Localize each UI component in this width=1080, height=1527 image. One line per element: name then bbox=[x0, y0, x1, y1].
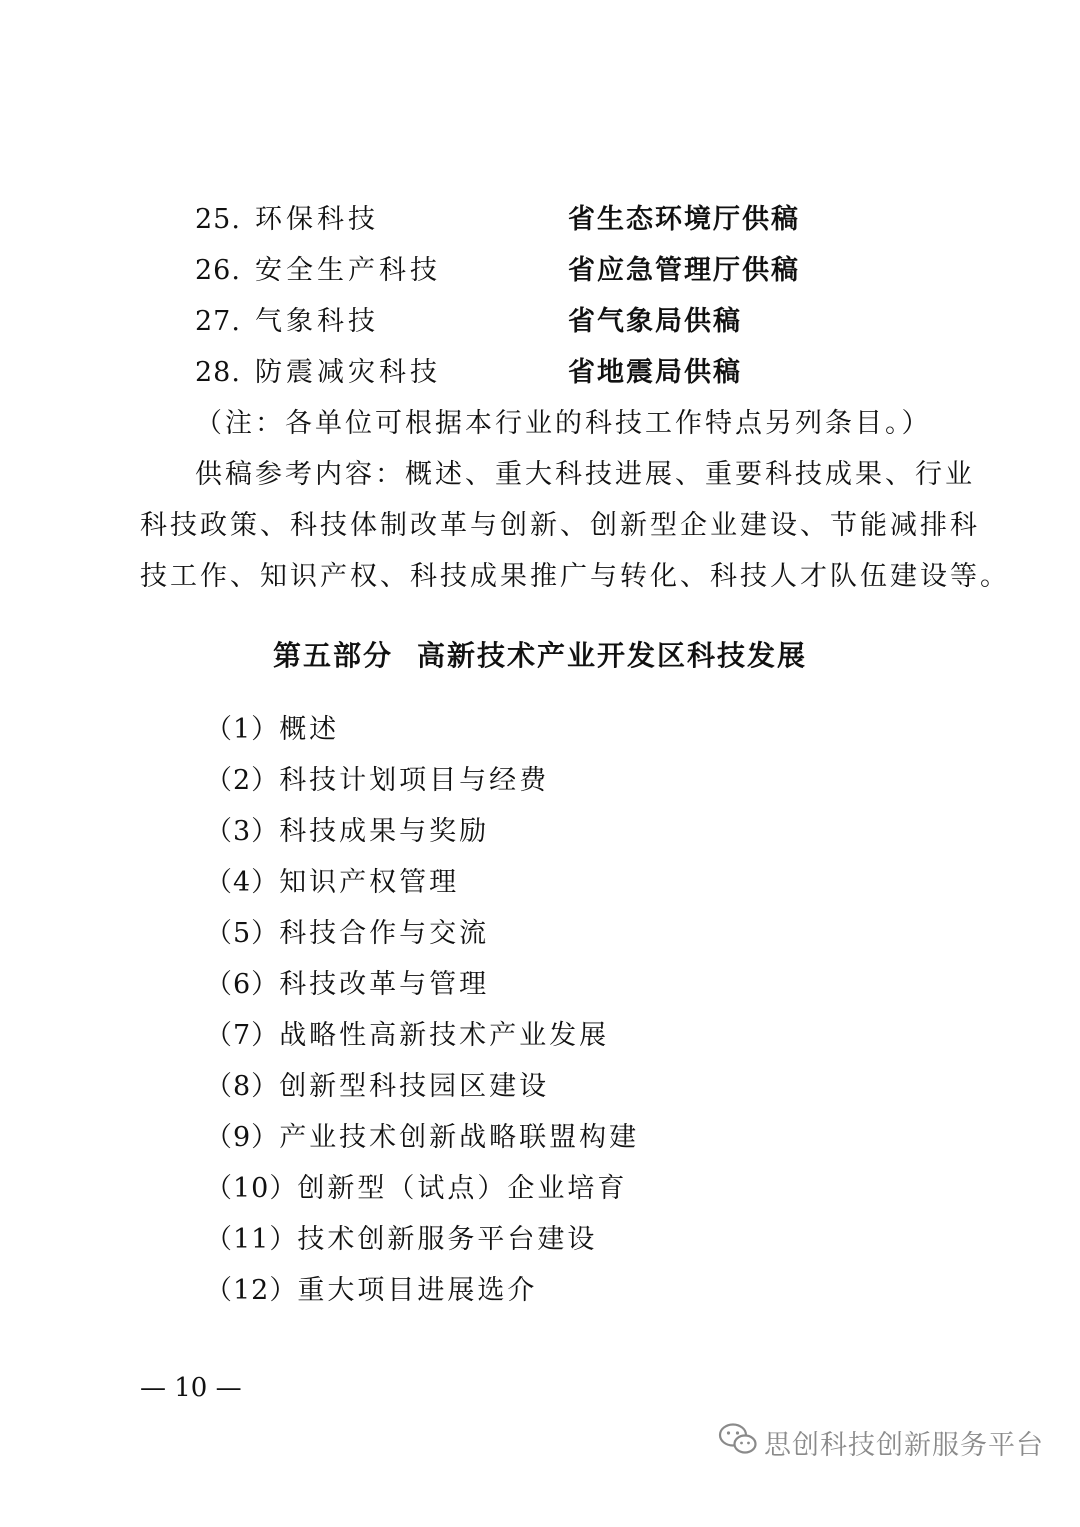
reference-line-1: 供稿参考内容：概述、重大科技进展、重要科技成果、行业 bbox=[195, 459, 975, 490]
item-number: （8） bbox=[205, 1071, 280, 1102]
item-text: 科技计划项目与经费 bbox=[279, 765, 550, 796]
item-number: （2） bbox=[205, 765, 280, 796]
list-item bbox=[205, 710, 339, 750]
list-item bbox=[205, 1067, 549, 1107]
item-text: 知识产权管理 bbox=[279, 867, 460, 898]
item-text: 技术创新服务平台建设 bbox=[297, 1224, 598, 1255]
item-number: 27. bbox=[195, 306, 241, 337]
item-text: 战略性高新技术产业发展 bbox=[279, 1020, 610, 1051]
reference-line-3: 技工作、知识产权、科技成果推广与转化、科技人才队伍建设等。 bbox=[140, 561, 1010, 592]
item-number: （1） bbox=[205, 714, 280, 745]
item-text: 科技改革与管理 bbox=[279, 969, 490, 1000]
list-item bbox=[205, 914, 489, 954]
list-item bbox=[205, 1271, 537, 1311]
list-item bbox=[205, 761, 549, 801]
item-number: （3） bbox=[205, 816, 280, 847]
list-item bbox=[205, 1016, 609, 1056]
item-number: （10） bbox=[205, 1173, 298, 1204]
item-text: 科技合作与交流 bbox=[279, 918, 490, 949]
reference-line-2: 科技政策、科技体制改革与创新、创新型企业建设、节能减排科 bbox=[140, 510, 980, 541]
list-item bbox=[205, 863, 459, 903]
note-text: （注：各单位可根据本行业的科技工作特点另列条目。） bbox=[195, 408, 932, 439]
watermark-text: 思创科技创新服务平台 bbox=[764, 1429, 1044, 1461]
watermark bbox=[718, 1420, 1044, 1464]
list-item bbox=[0, 200, 1080, 240]
item-text: 概述 bbox=[279, 714, 340, 745]
item-number: （12） bbox=[205, 1275, 298, 1306]
list-item bbox=[0, 251, 1080, 291]
section-title: 高新技术产业开发区科技发展 bbox=[417, 639, 808, 672]
item-number: （9） bbox=[205, 1122, 280, 1153]
list-item bbox=[205, 1220, 597, 1260]
list-item bbox=[205, 812, 489, 852]
list-item bbox=[205, 965, 489, 1005]
page-number: — 10 — bbox=[140, 1373, 242, 1403]
list-item bbox=[0, 353, 1080, 393]
item-number: 25. bbox=[195, 204, 241, 235]
item-number: （5） bbox=[205, 918, 280, 949]
item-text: 重大项目进展选介 bbox=[297, 1275, 538, 1306]
item-text: 科技成果与奖励 bbox=[279, 816, 490, 847]
section-part: 第五部分 bbox=[272, 639, 393, 672]
item-number: （4） bbox=[205, 867, 280, 898]
item-text: 产业技术创新战略联盟构建 bbox=[279, 1122, 640, 1153]
list-item bbox=[0, 302, 1080, 342]
item-number: （11） bbox=[205, 1224, 298, 1255]
item-topic: 环保科技 bbox=[255, 204, 379, 235]
item-source: 省地震局供稿 bbox=[568, 357, 742, 388]
section-heading bbox=[0, 636, 1080, 676]
wechat-icon bbox=[718, 1422, 764, 1463]
item-topic: 气象科技 bbox=[255, 306, 379, 337]
list-item bbox=[205, 1169, 627, 1209]
item-number: （7） bbox=[205, 1020, 280, 1051]
item-number: 26. bbox=[195, 255, 241, 286]
item-topic: 安全生产科技 bbox=[255, 255, 441, 286]
item-source: 省气象局供稿 bbox=[568, 306, 742, 337]
item-source: 省应急管理厅供稿 bbox=[568, 255, 800, 286]
item-text: 创新型科技园区建设 bbox=[279, 1071, 550, 1102]
item-text: 创新型（试点）企业培育 bbox=[297, 1173, 628, 1204]
item-number: （6） bbox=[205, 969, 280, 1000]
item-topic: 防震减灾科技 bbox=[255, 357, 441, 388]
list-item bbox=[205, 1118, 639, 1158]
item-number: 28. bbox=[195, 357, 241, 388]
item-source: 省生态环境厅供稿 bbox=[568, 204, 800, 235]
